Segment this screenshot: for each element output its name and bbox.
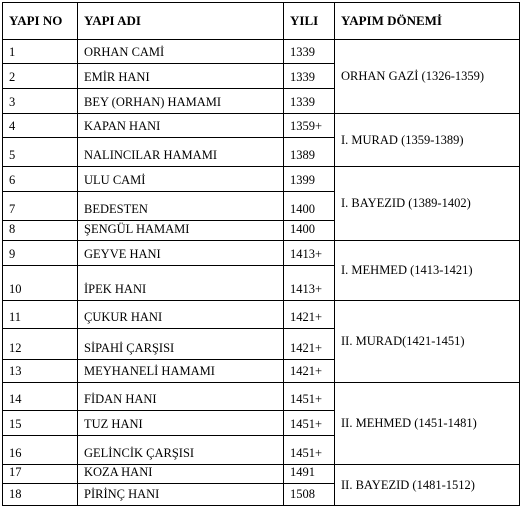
row-number: 1 bbox=[3, 40, 78, 64]
header-yapim-donemi: YAPIM DÖNEMİ bbox=[335, 3, 520, 40]
building-name: EMİR HANI bbox=[78, 64, 284, 89]
table-row bbox=[3, 241, 520, 266]
building-name: ULU CAMİ bbox=[78, 167, 284, 192]
table-row bbox=[3, 40, 520, 64]
building-year: 1491 bbox=[284, 465, 335, 484]
row-number: 14 bbox=[3, 383, 78, 411]
building-name: NALINCILAR HAMAMI bbox=[78, 138, 284, 167]
row-number: 8 bbox=[3, 221, 78, 241]
building-year: 1400 bbox=[284, 221, 335, 241]
building-name: GEYVE HANI bbox=[78, 241, 284, 266]
header-row bbox=[3, 3, 520, 40]
row-number: 6 bbox=[3, 167, 78, 192]
row-number: 16 bbox=[3, 436, 78, 465]
building-name: MEYHANELİ HAMAMI bbox=[78, 360, 284, 383]
table-row bbox=[3, 465, 520, 484]
building-year: 1339 bbox=[284, 64, 335, 89]
period-cell: II. BAYEZID (1481-1512) bbox=[335, 465, 520, 506]
row-number: 11 bbox=[3, 301, 78, 329]
building-year: 1451+ bbox=[284, 436, 335, 465]
building-name: BEY (ORHAN) HAMAMI bbox=[78, 89, 284, 114]
period-cell: ORHAN GAZİ (1326-1359) bbox=[335, 40, 520, 114]
building-year: 1451+ bbox=[284, 411, 335, 436]
building-year: 1389 bbox=[284, 138, 335, 167]
building-name: ŞENGÜL HAMAMI bbox=[78, 221, 284, 241]
row-number: 2 bbox=[3, 64, 78, 89]
period-cell: I. BAYEZID (1389-1402) bbox=[335, 167, 520, 241]
row-number: 18 bbox=[3, 484, 78, 506]
header-yapi-adi: YAPI ADI bbox=[78, 3, 284, 40]
header-yili: YILI bbox=[284, 3, 335, 40]
building-year: 1359+ bbox=[284, 114, 335, 138]
row-number: 17 bbox=[3, 465, 78, 484]
building-year: 1339 bbox=[284, 40, 335, 64]
building-year: 1421+ bbox=[284, 301, 335, 329]
building-name: BEDESTEN bbox=[78, 192, 284, 221]
building-name: İPEK HANI bbox=[78, 266, 284, 301]
row-number: 5 bbox=[3, 138, 78, 167]
building-year: 1399 bbox=[284, 167, 335, 192]
table-row bbox=[3, 167, 520, 192]
building-name: ORHAN CAMİ bbox=[78, 40, 284, 64]
table-body bbox=[3, 40, 520, 506]
building-name: ÇUKUR HANI bbox=[78, 301, 284, 329]
table-row bbox=[3, 114, 520, 138]
row-number: 7 bbox=[3, 192, 78, 221]
period-cell: II. MURAD(1421-1451) bbox=[335, 301, 520, 383]
row-number: 15 bbox=[3, 411, 78, 436]
building-name: KAPAN HANI bbox=[78, 114, 284, 138]
building-year: 1400 bbox=[284, 192, 335, 221]
building-name: FİDAN HANI bbox=[78, 383, 284, 411]
row-number: 9 bbox=[3, 241, 78, 266]
building-year: 1413+ bbox=[284, 266, 335, 301]
building-year: 1508 bbox=[284, 484, 335, 506]
period-cell: I. MEHMED (1413-1421) bbox=[335, 241, 520, 301]
building-year: 1413+ bbox=[284, 241, 335, 266]
buildings-table bbox=[2, 2, 520, 506]
period-cell: I. MURAD (1359-1389) bbox=[335, 114, 520, 167]
period-cell: II. MEHMED (1451-1481) bbox=[335, 383, 520, 465]
building-name: PİRİNÇ HANI bbox=[78, 484, 284, 506]
row-number: 13 bbox=[3, 360, 78, 383]
table-row bbox=[3, 383, 520, 411]
building-name: GELİNCİK ÇARŞISI bbox=[78, 436, 284, 465]
row-number: 10 bbox=[3, 266, 78, 301]
header-yapi-no: YAPI NO bbox=[3, 3, 78, 40]
building-name: SİPAHİ ÇARŞISI bbox=[78, 329, 284, 360]
row-number: 3 bbox=[3, 89, 78, 114]
building-year: 1339 bbox=[284, 89, 335, 114]
row-number: 12 bbox=[3, 329, 78, 360]
table-row bbox=[3, 301, 520, 329]
building-year: 1451+ bbox=[284, 383, 335, 411]
table-header bbox=[3, 3, 520, 40]
building-name: KOZA HANI bbox=[78, 465, 284, 484]
building-year: 1421+ bbox=[284, 360, 335, 383]
building-year: 1421+ bbox=[284, 329, 335, 360]
row-number: 4 bbox=[3, 114, 78, 138]
building-name: TUZ HANI bbox=[78, 411, 284, 436]
